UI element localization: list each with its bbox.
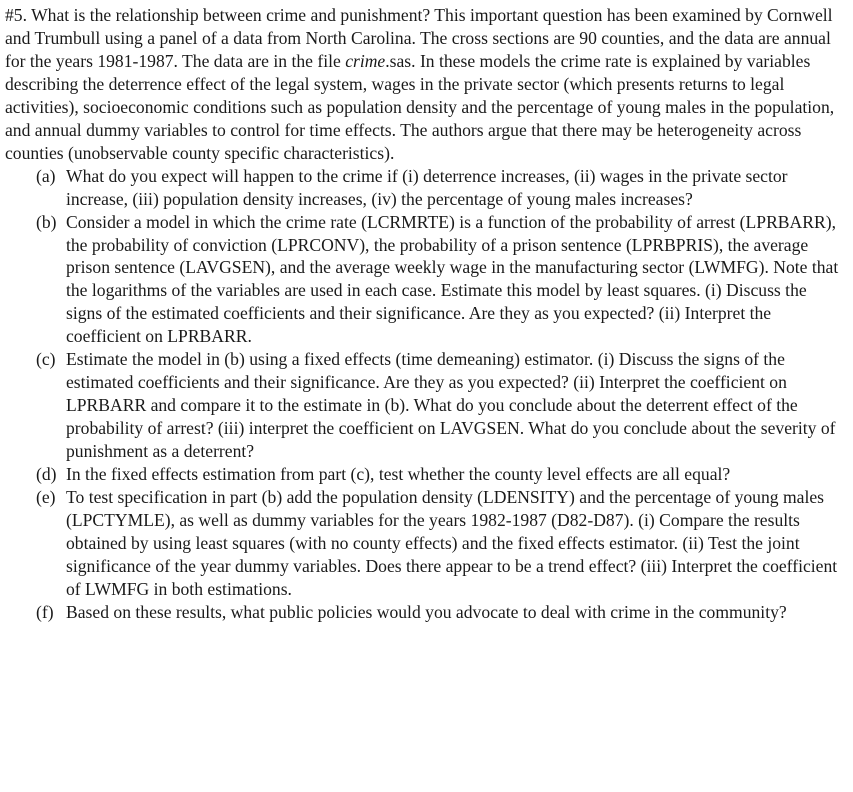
question-part-c xyxy=(5,348,843,463)
intro-text-after-file: .sas. In these models the crime rate is explained by variables describing the deterrence effect of the legal system, wages in the private sector (which presents returns to legal activities), socioeconomic conditions such as population density and the percentage of young males in the population, and annual dummy variables to control for time effects. The authors argue that there may be heterogeneity across counties (unobservable county specific characteristics). xyxy=(5,50,835,163)
part-label: (e) xyxy=(36,487,56,508)
question-part-b xyxy=(5,211,843,349)
part-label: (a) xyxy=(36,165,56,186)
question-part-d xyxy=(5,463,843,486)
data-file-name: crime xyxy=(345,50,386,71)
part-text: What do you expect will happen to the crime if (i) deterrence increases, (ii) wages in the private sector increase, (iii) population density increases, (iv) the percentage of young males increases? xyxy=(66,165,788,209)
part-text: Consider a model in which the crime rate (LCRMRTE) is a function of the probability of arrest (LPRBARR), the probability of conviction (LPRCONV), the probability of a prison sentence (LPRBPRIS), the average prison sentence (LAVGSEN), and the average weekly wage in the manufacturing sector (LWMFG). Note that the logarithms of the variables are used in each case. Estimate this model by least squares. (i) Discuss the signs of the estimated coefficients and their significance. Are they as you expected? (ii) Interpret the coefficient on LPRBARR. xyxy=(66,211,839,347)
question-part-a xyxy=(5,165,843,211)
part-label: (d) xyxy=(36,464,57,485)
part-text: To test specification in part (b) add the population density (LDENSITY) and the percentage of young males (LPCTYMLE), as well as dummy variables for the years 1982-1987 (D82-D87). (i) Compare the results obtained by using least squares (with no county effects) and the fixed effects estimator. (ii) Test the joint significance of the year dummy variables. Does there appear to be a trend effect? (iii) Interpret the coefficient of LWMFG in both estimations. xyxy=(66,487,838,599)
part-label: (c) xyxy=(36,349,56,370)
part-text: Estimate the model in (b) using a fixed effects (time demeaning) estimator. (i) Discuss the signs of the estimated coefficients and their significance. Are they as you expected? (ii) Interpret the coefficient on LPRBARR and compare it to the estimate in (b). What do you conclude about the deterrent effect of the probability of arrest? (iii) interpret the coefficient on LAVGSEN. What do you conclude about the severity of punishment as a deterrent? xyxy=(66,349,836,462)
question-part-e xyxy=(5,486,843,601)
question-parts-list xyxy=(5,165,843,624)
question-part-f xyxy=(5,601,843,624)
problem-intro xyxy=(5,4,843,165)
part-text: Based on these results, what public policies would you advocate to deal with crime in the community? xyxy=(66,601,787,622)
part-label: (b) xyxy=(36,211,57,232)
intro-text-before-file: #5. What is the relationship between crime and punishment? This important question has been examined by Cornwell and Trumbull using a panel of a data from North Carolina. The cross sections are 90 counties, and the data are annual for the years 1981-1987. The data are in the file xyxy=(5,5,833,71)
part-label: (f) xyxy=(36,601,54,622)
part-text: In the fixed effects estimation from part (c), test whether the county level effects are all equal? xyxy=(66,464,731,485)
